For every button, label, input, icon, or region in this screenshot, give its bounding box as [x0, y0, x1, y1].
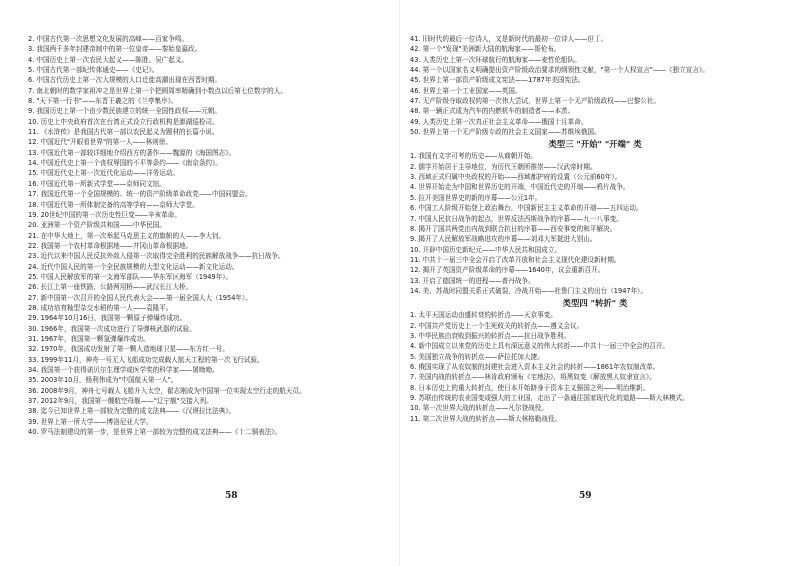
section-title-start: 类型三 "开始" "开端" 类	[548, 139, 642, 150]
list-item: 19. 20世纪中国的第一次历史性巨变——辛亥革命。	[28, 210, 181, 219]
list-item: 7. 中国人民抗日战争的起点，世界反法西斯战争的序幕——九一八事变。	[410, 214, 623, 223]
list-item: 37. 2012年9月，我国第一艘航空母舰——"辽宁舰"交接入列。	[28, 397, 213, 406]
right-page-list	[410, 34, 780, 424]
list-item: 8. "天下第一行书"——东晋王羲之的《兰亭集序》。	[28, 97, 178, 106]
list-item: 6. 中国古代历史上第一次大规模的人口迁徙高潮出现在西晋时期。	[28, 76, 222, 85]
list-item: 9. 揭开了人民解放军战略进攻的序幕——刘邓大军挺进大别山。	[410, 235, 597, 244]
list-item: 12. 中国近代"开眼看世界"的第一人——林则徐。	[28, 138, 172, 147]
list-item: 4. 世界开始走为中国和世界历史的开端，中国近代史的开端——鸦片战争。	[410, 183, 630, 192]
left-page-number: 58	[225, 491, 238, 501]
section-title-turning-point: 类型四 "转折" 类	[562, 298, 628, 309]
list-item: 31. 1967年，我国第一颗氢弹爆炸成功。	[28, 334, 150, 343]
list-item: 22. 我国第一个农村革命根据地——井冈山革命根据地。	[28, 241, 193, 250]
list-item: 6. 俄国实现了从农奴制的封建社会进入资本主义社会的转折——1861年农奴制改革。	[410, 362, 660, 371]
list-item: 7. 南北朝时的数学家祖冲之是世界上第一个把圆周率精确到小数点以后第七位数字的人。	[28, 86, 287, 95]
list-item: 5. 美国独立战争的转折点——萨拉托加大捷。	[410, 352, 544, 361]
list-item: 10. 开辟中国历史新纪元——中华人民共和国成立。	[410, 245, 562, 254]
list-item: 3. 我国两千多年封建帝制中的第一位皇帝——秦始皇嬴政。	[28, 45, 202, 54]
list-item: 3. 西域正式归属中央政权的开始——西域都护府的设置（公元前60年）。	[410, 173, 622, 182]
list-item: 28. 成功培育籼型杂交水稻的第一人——袁隆平。	[28, 303, 173, 312]
list-item: 41. 旧时代的最后一位诗人，又是新时代的最初一位诗人——但丁。	[410, 35, 608, 43]
list-item: 3. 中华民族由衰败到振兴的转折点——抗日战争胜利。	[410, 331, 571, 340]
list-item: 11. 第二次世界大战的转折点——斯大林格勒战役。	[410, 414, 562, 423]
list-item: 1. 太平天国运动由盛转衰的转折点——天京事变。	[410, 311, 557, 320]
list-item: 33. 1999年11月，神舟一号无人飞船成功完成载人航天工程的第一次飞行试验。	[28, 355, 264, 364]
list-item: 5. 拉开美国世界史的新的序幕——公元1年。	[410, 193, 542, 202]
list-item: 8. 日本历史上的重大转折点，使日本开始跻身于资本主义强国之列——明治维新。	[410, 383, 650, 392]
list-item: 4. 新中国成立以来党的历史上具有深远意义的伟大转折——中共十一届三中全会的召开。	[410, 342, 669, 351]
left-page	[28, 34, 398, 437]
list-item: 27. 新中国第一次召开的全国人民代表大会——第一届全国人大（1954年）。	[28, 293, 252, 302]
list-item: 13. 开启了德国统一的进程——普丹战争。	[410, 276, 535, 285]
list-item: 9. 苏联由传统的农业国变成强大的工业国，走出了一条通往国家现代化的道路——斯大林模式。	[410, 394, 689, 402]
list-item: 36. 2008年9月，神舟七号载人飞船升入太空，翟志刚成为中国第一位实现太空行走的航天员。	[28, 386, 306, 395]
list-item: 29. 1964年10月16日，我国第一颗原子弹爆炸成功。	[28, 314, 187, 323]
list-item: 20. 亚洲第一个资产阶级共和国——中华民国。	[28, 221, 166, 230]
list-item: 12. 揭开了英国资产阶级革命的序幕——1640年，议会重新召开。	[410, 266, 605, 275]
list-item: 2. 中国共产党历史上一个生死攸关的转折点——遵义会议。	[410, 321, 584, 330]
list-item: 10. 第一次世界大战的转折点——凡尔登战役。	[410, 404, 548, 413]
list-item: 2. 中国古代第一次思想文化发展的高峰——百家争鸣。	[28, 35, 189, 43]
list-item: 46. 世界上第一个工业国家——英国。	[410, 86, 522, 95]
list-item: 38. 迄今已知世界上第一部较为完整的成文法典——《汉谟拉比法典》。	[28, 407, 236, 416]
list-item: 23. 近代以来中国人民反抗外敌入侵第一次取得完全胜利的民族解放战争——抗日战争。	[28, 252, 285, 261]
list-item: 44. 第一个以国家名义明确提出资产阶级政治要求的纲领性文献，"第一个人权宣言"——《独立宣言》。	[410, 66, 709, 75]
list-item: 24. 近代中国人民的第一个全民族规模的大型文化运动——新文化运动。	[28, 262, 239, 271]
list-item: 34. 我国第一个获得诺贝尔生理学或医学奖的科学家——屠呦呦。	[28, 366, 219, 374]
list-item: 17. 我国近代第一个全国规模的、统一的资产阶级革命政党——中国同盟会。	[28, 190, 252, 199]
list-item: 21. 在中华大地上，第一次举起马克思主义的旗帜的人——李大钊。	[28, 231, 226, 240]
list-item: 48. 第一辆正式成为汽车的内燃机车的制造者——本茨。	[410, 107, 575, 116]
list-item: 35. 2003年10月，杨利伟成为"中国航天第一人"。	[28, 376, 178, 385]
list-item: 9. 我国历史上第一个由少数民族建立的统一全国性政权——元朝。	[28, 107, 222, 116]
list-item: 8. 揭开了国共两党由内战到联合抗日的序幕——西安事变的和平解决。	[410, 224, 617, 233]
list-item: 43. 人类历史上第一次环球航行的航海家——麦哲伦船队。	[410, 55, 581, 64]
right-page	[410, 34, 780, 424]
list-item: 15. 中国近代史上第一次近代化运动——洋务运动。	[28, 169, 180, 178]
list-item: 4. 中国历史上第一次农民大起义——陈胜、吴广起义。	[28, 55, 189, 64]
list-item: 10. 历史上中央政府首次在台湾正式设立行政机构是澎湖巡检司。	[28, 117, 219, 126]
list-item: 42. 第一个"发现"美洲新大陆的航海家——哥伦布。	[410, 45, 561, 54]
list-item: 45. 世界上第一部资产阶级成文宪法——1787年美国宪法。	[410, 76, 585, 85]
list-item: 49. 人类历史上第一次真正社会主义革命——俄国十月革命。	[410, 117, 588, 126]
list-item: 16. 中国近代第一所新式学堂——京师同文馆。	[28, 179, 166, 188]
list-item: 30. 1966年，我国第一次成功进行了导弹核武器的试验。	[28, 324, 196, 333]
list-item: 2. 儒学开始居于主导地位，为历代王朝所推崇——汉武帝时期。	[410, 162, 597, 171]
list-item: 5. 中国古代第一部纪传体通史——《史记》。	[28, 66, 159, 75]
left-page-list	[28, 34, 398, 437]
page-gutter	[399, 0, 400, 566]
list-item: 25. 中国人民解放军的第一支海军部队——华东军区海军（1949年）。	[28, 272, 233, 281]
list-item: 32. 1970年，我国成功发射了第一颗人造地球卫星——东方红一号。	[28, 345, 229, 354]
list-item: 14. 美、苏战时同盟关系正式破裂，冷战开始——杜鲁门主义的出台（1947年）。	[410, 286, 648, 295]
list-item: 50. 世界上第一个无产阶级专政的社会主义国家——苏维埃俄国。	[410, 128, 601, 137]
right-page-number: 59	[579, 491, 592, 501]
list-item: 14. 中国近代史上第一个丧权辱国的不平等条约——《南京条约》。	[28, 159, 222, 168]
list-item: 18. 中国近代第一所体制完备的高等学府——京师大学堂。	[28, 200, 199, 209]
list-item: 11. 《水浒传》是我国古代第一部以农民起义为题材的长篇小说。	[28, 128, 219, 137]
list-item: 47. 无产阶级夺取政权的第一次伟大尝试，世界上第一个无产阶级政权——巴黎公社。	[410, 97, 660, 106]
list-item: 13. 中国近代第一部较详细地介绍西方的著作——魏源的《海国图志》。	[28, 148, 236, 157]
list-item: 40. 罗马法制建设的第一步，是世界上第一部较为完整的成文法典——《十二铜表法》。	[28, 428, 282, 437]
list-item: 26. 长江上第一座铁路、公路两用桥——武汉长江大桥。	[28, 283, 193, 292]
list-item: 6. 中国工人阶级开始登上政治舞台，中国新民主主义革命的开端——五四运动。	[410, 204, 643, 213]
list-item: 39. 世界上第一所大学——博洛尼亚大学。	[28, 417, 153, 426]
list-item: 11. 中共十一届三中全会开启了改革开放和社会主义现代化建设新时期。	[410, 255, 621, 264]
list-item: 7. 美国内战的转折点——林肯政府颁布《宅地法》，将黑奴变《解放黑人奴隶宣言》。	[410, 373, 656, 382]
list-item: 1. 我国有文字可考的历史——从商朝开始。	[410, 152, 538, 161]
